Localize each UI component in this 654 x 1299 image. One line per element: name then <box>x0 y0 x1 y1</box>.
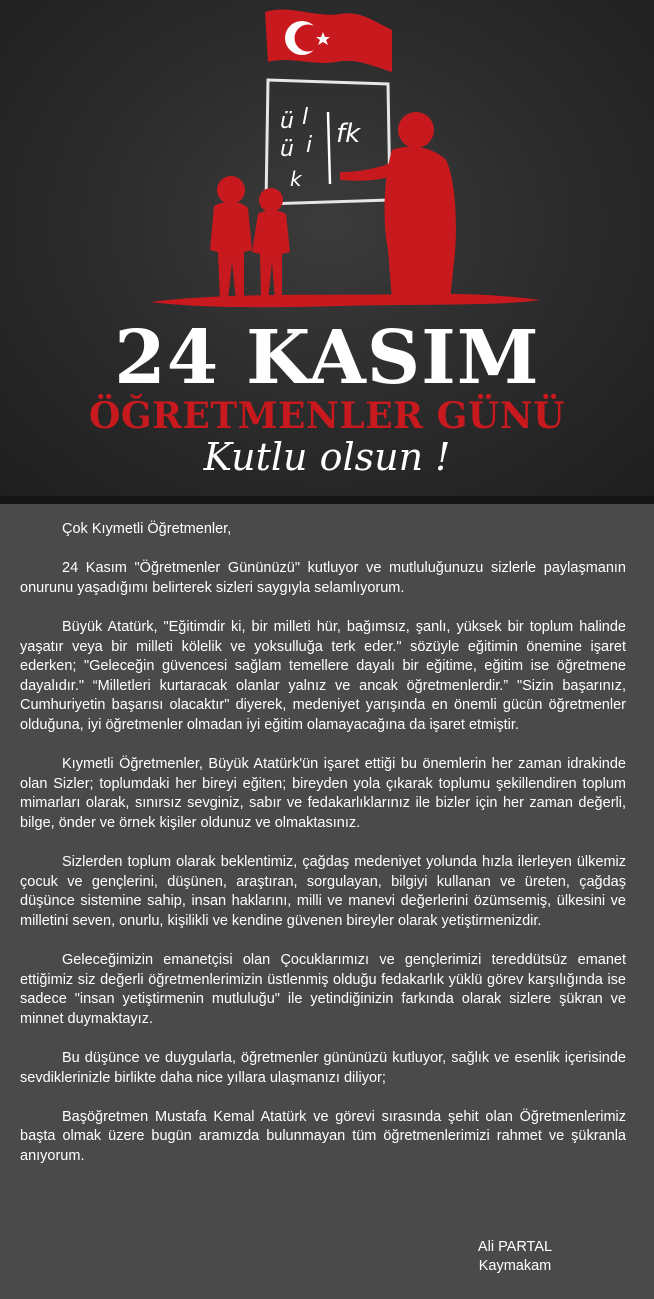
board-letter: fk <box>336 119 361 149</box>
letter-paragraph: Bu düşünce ve duygularla, öğretmenler gününüzü kutluyor, sağlık ve esenlik içerisinde sevdiklerinizle birlikte daha nice yıllara ulaşmanızı diliyor; <box>20 1050 626 1086</box>
board-letter: ü <box>280 109 294 134</box>
signature-block <box>440 1238 590 1276</box>
letter-paragraph: Başöğretmen Mustafa Kemal Atatürk ve görevi sırasında şehit olan Öğretmenlerimiz başta olmak üzere bugün aramızda bulunmayan tüm öğretmenlerimizi rahmet ve şükranla anıyorum. <box>20 1108 626 1164</box>
letter-body <box>0 504 654 1167</box>
letter-salutation: Çok Kıymetli Öğretmenler, <box>62 521 232 537</box>
letter-paragraph: Geleceğimizin emanetçisi olan Çocuklarımızı ve gençlerimizi tereddütsüz emanet ettiğimiz siz değerli öğretmenlerimizin üstlenmiş olduğu fedakarlık yüklü görev karşılığında ise sadece "insan yetiştirmenin mutluluğu" ile yetindiğinizin farkında olarak sizlere şükran ve minnet duymaktayız. <box>20 952 626 1027</box>
letter-paragraph: 24 Kasım "Öğretmenler Gününüzü" kutluyor ve mutluluğunuzu sizlerle paylaşmanın onurunu yaşadığımı belirterek sizleri saygıyla selamlıyorum. <box>20 560 626 596</box>
signature-name: Ali PARTAL <box>477 1239 553 1255</box>
banner-title: 24 KASIM <box>114 315 540 401</box>
board-letter: k <box>290 167 302 191</box>
board-letter: ü <box>280 137 294 162</box>
children-silhouette <box>210 176 290 300</box>
banner <box>0 0 654 496</box>
banner-subtitle: ÖĞRETMENLER GÜNÜ <box>88 395 566 437</box>
letter-paragraph: Kıymetli Öğretmenler, Büyük Atatürk'ün işaret ettiği bu önemlerin her zaman idrakinde olan Sizler; toplumdaki her bireyi eğiten; bireyden yola çıkarak toplumu şekillendiren toplum mimarları olarak, sınırsız sevginiz, sabır ve fedakarlıklarınız ile bizler için her zaman değerli, bilge, önder ve örnek kişiler oldunuz ve olmaktasınız. <box>20 756 626 831</box>
turkish-flag-icon <box>265 9 392 72</box>
blackboard <box>266 80 390 204</box>
banner-script: Kutlu olsun ! <box>203 435 451 479</box>
letter-paragraph: Büyük Atatürk, "Eğitimdir ki, bir milleti hür, bağımsız, şanlı, yüksek bir toplum halinde yaşatır veya bir milleti kölelik ve yoksulluğa terk eder." sözüyle eğitimin önemine işaret ederken; "Geleceğin güvencesi sağlam temellere dayalı bir eğitime, eğitim ise öğretmene dayalıdır." “Milletleri kurtaracak olanlar yalnız ve ancak öğretmenlerdir.” "Sizin başarınız, Cumhuriyetin başarısı olacaktır" diyerek, medeniyet yarışında en önemli gücün öğretmenler olduğuna, iyi öğretmenler olmadan iyi eğitim olamayacağına da işaret etmiştir. <box>20 618 626 733</box>
signature-title: Kaymakam <box>478 1258 552 1274</box>
board-letter: l <box>302 105 309 130</box>
letter-paragraph: Sizlerden toplum olarak beklentimiz, çağdaş medeniyet yolunda hızla ilerleyen ülkemiz çocuk ve gençlerini, düşünen, araştıran, sorgulayan, bilgiyi kullanan ve üreten, çağdaş düşünce sistemine sahip, insan haklarını, milli ve manevi değerlerini özümsemiş, ülkesini ve milletini seven, onurlu, kişilikli ve kendine güvenen bireyler olarak yetiştirmenizdir. <box>20 854 626 929</box>
divider <box>0 496 654 504</box>
board-letter: i <box>306 133 313 158</box>
ground-brush <box>150 294 540 307</box>
